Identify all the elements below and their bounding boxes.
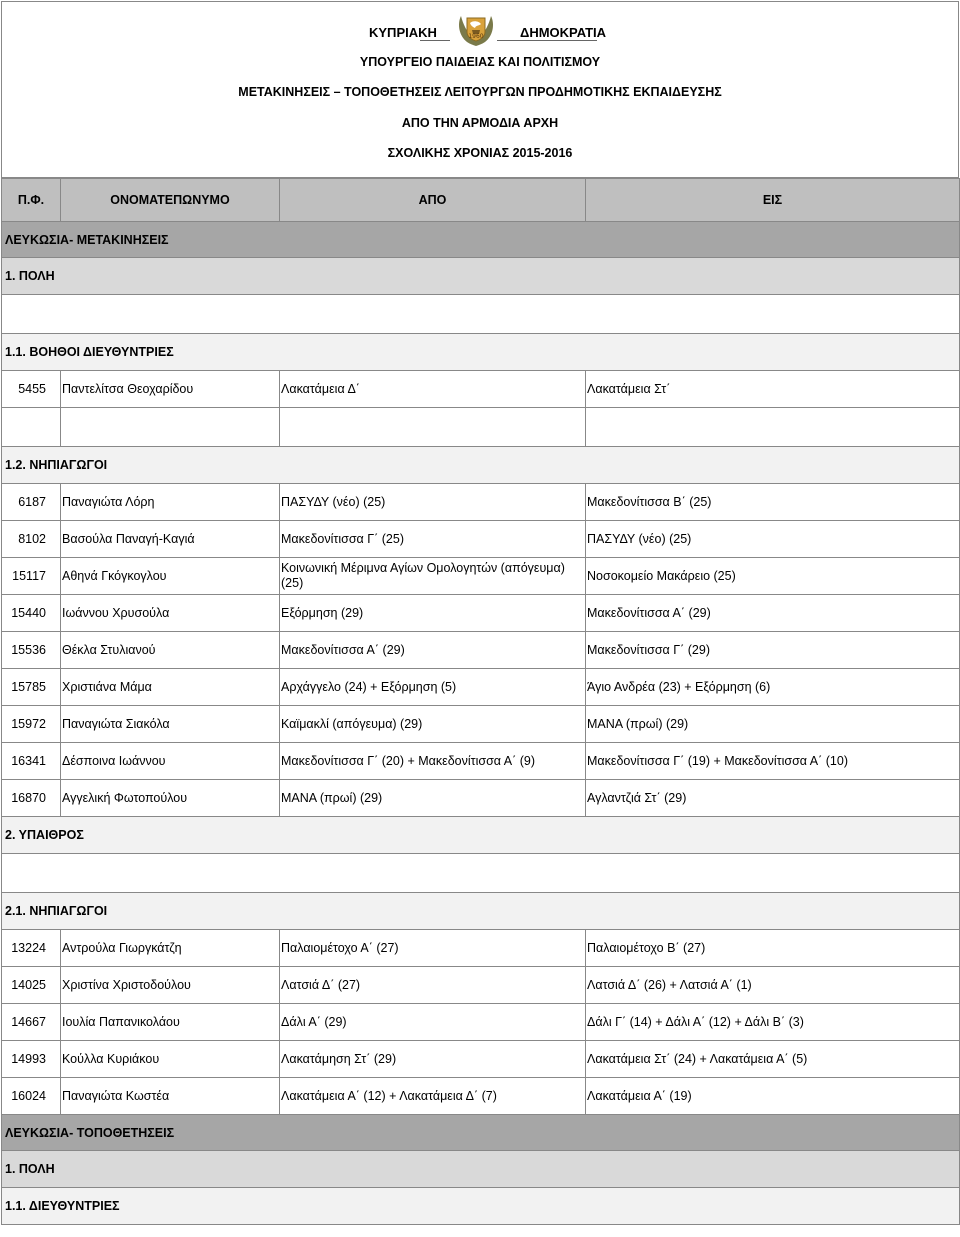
table-row [2,1004,960,1041]
table-row [2,595,960,632]
blank-cell [280,408,586,447]
cell-name: Δέσποινα Ιωάννου [61,743,280,780]
section-title: ΛΕΥΚΩΣΙΑ- ΜΕΤΑΚΙΝΗΣΕΙΣ [2,222,960,258]
table-row [2,743,960,780]
category-row [2,334,960,371]
cell-to: Μακεδονίτισσα Γ΄ (19) + Μακεδονίτισσα Α΄ (10) [586,743,960,780]
svg-text:1960: 1960 [468,33,484,40]
document-title: ΜΕΤΑΚΙΝΗΣΕΙΣ – ΤΟΠΟΘΕΤΗΣΕΙΣ ΛΕΙΤΟΥΡΓΩΝ ΠΡΟΔΗΜΟΤΙΚΗΣ ΕΚΠΑΙΔΕΥΣΗΣ [238,85,722,99]
cell-pf: 15440 [2,595,61,632]
cell-from: Λακατάμεια Α΄ (12) + Λακατάμεια Δ΄ (7) [280,1078,586,1115]
section-title: ΛΕΥΚΩΣΙΑ- ΤΟΠΟΘΕΤΗΣΕΙΣ [2,1115,960,1151]
cell-pf: 5455 [2,371,61,408]
transfers-table [1,178,960,1225]
cell-pf: 8102 [2,521,61,558]
cell-name: Ιουλία Παπανικολάου [61,1004,280,1041]
blank-cell [586,408,960,447]
cell-pf: 16024 [2,1078,61,1115]
cell-from: Λακατάμεια Δ΄ [280,371,586,408]
cell-to: Δάλι Γ΄ (14) + Δάλι Α΄ (12) + Δάλι Β΄ (3) [586,1004,960,1041]
blank-row [2,854,960,893]
column-header-from: ΑΠΟ [280,179,586,222]
cell-to: Μακεδονίτισσα Γ΄ (29) [586,632,960,669]
subsection-row [2,1151,960,1188]
cell-pf: 15972 [2,706,61,743]
blank-cell [2,854,960,893]
category-title: 1.1. ΔΙΕΥΘΥΝΤΡΙΕΣ [2,1188,960,1225]
blank-cell [2,408,61,447]
document-header [1,1,959,178]
cell-pf: 15117 [2,558,61,595]
cell-from: Κοινωνική Μέριμνα Αγίων Ομολογητών (απόγευμα) (25) [280,558,586,595]
cell-to: ΠΑΣΥΔΥ (νέο) (25) [586,521,960,558]
cell-to: Αγλαντζιά Στ΄ (29) [586,780,960,817]
cell-from: ΜΑΝΑ (πρωί) (29) [280,780,586,817]
table-row [2,967,960,1004]
blank-cell [2,295,960,334]
cell-pf: 13224 [2,930,61,967]
cell-name: Χριστίνα Χριστοδούλου [61,967,280,1004]
category-row [2,447,960,484]
cell-from: ΠΑΣΥΔΥ (νέο) (25) [280,484,586,521]
cell-from: Λακατάμηση Στ΄ (29) [280,1041,586,1078]
table-row [2,484,960,521]
category-row [2,1188,960,1225]
cell-to: Λατσιά Δ΄ (26) + Λατσιά Α΄ (1) [586,967,960,1004]
cell-from: Παλαιομέτοχο Α΄ (27) [280,930,586,967]
republic-underline-right [497,40,597,41]
cell-to: Παλαιομέτοχο Β΄ (27) [586,930,960,967]
category-title: 1.2. ΝΗΠΙΑΓΩΓΟΙ [2,447,960,484]
table-row [2,558,960,595]
republic-underline-left [420,40,450,41]
cell-to: Λακατάμεια Α΄ (19) [586,1078,960,1115]
category-title: 2.1. ΝΗΠΙΑΓΩΓΟΙ [2,893,960,930]
cell-from: Δάλι Α΄ (29) [280,1004,586,1041]
table-row [2,1041,960,1078]
cell-to: Μακεδονίτισσα Α΄ (29) [586,595,960,632]
cell-to: Λακατάμεια Στ΄ [586,371,960,408]
cell-from: Μακεδονίτισσα Α΄ (29) [280,632,586,669]
subsection-title: 1. ΠΟΛΗ [2,1151,960,1188]
cell-name: Ιωάννου Χρυσούλα [61,595,280,632]
cell-pf: 15536 [2,632,61,669]
cell-to: Άγιο Ανδρέα (23) + Εξόρμηση (6) [586,669,960,706]
ministry-title: ΥΠΟΥΡΓΕΙΟ ΠΑΙΔΕΙΑΣ ΚΑΙ ΠΟΛΙΤΙΣΜΟΥ [359,55,601,69]
cell-name: Χριστιάνα Μάμα [61,669,280,706]
cell-name: Παναγιώτα Κωστέα [61,1078,280,1115]
cell-name: Παναγιώτα Λόρη [61,484,280,521]
cell-to: Νοσοκομείο Μακάρειο (25) [586,558,960,595]
category-title: 1.1. ΒΟΗΘΟΙ ΔΙΕΥΘΥΝΤΡΙΕΣ [2,334,960,371]
cell-name: Παναγιώτα Σιακόλα [61,706,280,743]
cell-from: Μακεδονίτισσα Γ΄ (20) + Μακεδονίτισσα Α΄ (9) [280,743,586,780]
cell-pf: 15785 [2,669,61,706]
cell-name: Βασούλα Παναγή-Καγιά [61,521,280,558]
table-row [2,930,960,967]
cell-name: Παντελίτσα Θεοχαρίδου [61,371,280,408]
category-row [2,893,960,930]
column-header-name: ΟΝΟΜΑΤΕΠΩΝΥΜΟ [61,179,280,222]
cell-pf: 16870 [2,780,61,817]
column-header-row [2,179,960,222]
cell-pf: 6187 [2,484,61,521]
cell-from: Μακεδονίτισσα Γ΄ (25) [280,521,586,558]
cell-to: Μακεδονίτισσα Β΄ (25) [586,484,960,521]
authority-line: ΑΠΟ ΤΗΝ ΑΡΜΟΔΙΑ ΑΡΧΗ [401,116,559,130]
cell-from: Αρχάγγελο (24) + Εξόρμηση (5) [280,669,586,706]
cyprus-coat-of-arms-icon [455,10,497,50]
cell-from: Καϊμακλί (απόγευμα) (29) [280,706,586,743]
cell-pf: 14025 [2,967,61,1004]
cell-from: Λατσιά Δ΄ (27) [280,967,586,1004]
cell-to: Λακατάμεια Στ΄ (24) + Λακατάμεια Α΄ (5) [586,1041,960,1078]
cell-from: Εξόρμηση (29) [280,595,586,632]
cell-pf: 16341 [2,743,61,780]
section-row [2,222,960,258]
table-row [2,780,960,817]
republic-right-text: ΔΗΜΟΚΡΑΤΙΑ [520,25,607,40]
subsection-title: 1. ΠΟΛΗ [2,258,960,295]
cell-pf: 14993 [2,1041,61,1078]
cell-to: ΜΑΝΑ (πρωί) (29) [586,706,960,743]
column-header-to: ΕΙΣ [586,179,960,222]
cell-name: Κούλλα Κυριάκου [61,1041,280,1078]
table-row [2,669,960,706]
subsection-row [2,258,960,295]
table-row [2,521,960,558]
cell-name: Αντρούλα Γιωργκάτζη [61,930,280,967]
table-row [2,1078,960,1115]
blank-cell [61,408,280,447]
column-header-pf: Π.Φ. [2,179,61,222]
subsection-title: 2. ΥΠΑΙΘΡΟΣ [2,817,960,854]
republic-left-text: ΚΥΠΡΙΑΚΗ [369,25,437,40]
section-row [2,1115,960,1151]
subsection-row [2,817,960,854]
blank-row [2,295,960,334]
cell-name: Αγγελική Φωτοπούλου [61,780,280,817]
blank-row [2,408,960,447]
cell-name: Αθηνά Γκόγκογλου [61,558,280,595]
cell-pf: 14667 [2,1004,61,1041]
table-row [2,371,960,408]
cell-name: Θέκλα Στυλιανού [61,632,280,669]
table-row [2,632,960,669]
school-year-line: ΣΧΟΛΙΚΗΣ ΧΡΟΝΙΑΣ 2015-2016 [387,146,573,160]
table-row [2,706,960,743]
